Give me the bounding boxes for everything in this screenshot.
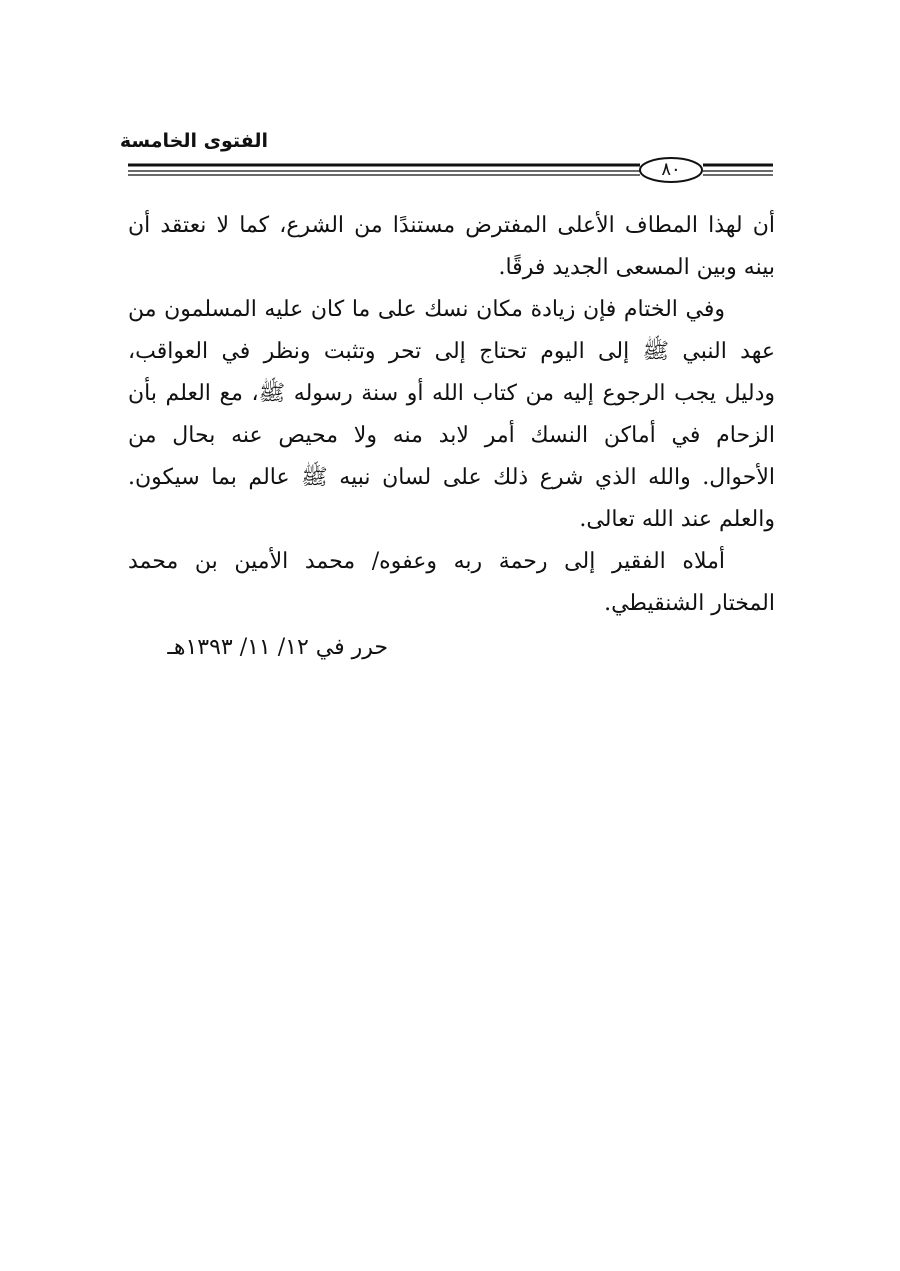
paragraph-2-line-3: ودليل يجب الرجوع إليه من كتاب الله أو سنة رسوله ﷺ، مع العلم بأن [128,381,775,406]
paragraph-1-line-2: بينه وبين المسعى الجديد فرقًا. [498,255,775,280]
date-line: حرر في ١٢/ ١١/ ١٣٩٣هـ [167,635,388,660]
paragraph-2-line-6: والعلم عند الله تعالى. [579,507,775,532]
running-title: الفتوى الخامسة [119,130,268,152]
paragraph-2-line-4: الزحام في أماكن النسك أمر لابد منه ولا محيص عنه بحال من [128,423,775,448]
paragraph-1 [128,205,775,289]
paragraph-1-line-1: أن لهذا المطاف الأعلى المفترض مستندًا من الشرع، كما لا نعتقد أن [128,213,775,238]
paragraph-3-line-1: أملاه الفقير إلى رحمة ربه وعفوه/ محمد الأمين بن محمد [128,549,725,574]
page-number: ٨٠ [661,159,681,180]
body-text [128,205,775,625]
paragraph-2 [128,289,775,541]
paragraph-2-line-5: الأحوال. والله الذي شرع ذلك على لسان نبيه ﷺ عالم بما سيكون. [128,465,775,490]
paragraph-3 [128,541,775,625]
paragraph-2-line-2: عهد النبي ﷺ إلى اليوم تحتاج إلى تحر وتثبت ونظر في العواقب، [128,339,775,364]
paragraph-2-line-1: وفي الختام فإن زيادة مكان نسك على ما كان عليه المسلمون من [128,297,725,322]
paragraph-3-line-2: المختار الشنقيطي. [604,591,775,616]
